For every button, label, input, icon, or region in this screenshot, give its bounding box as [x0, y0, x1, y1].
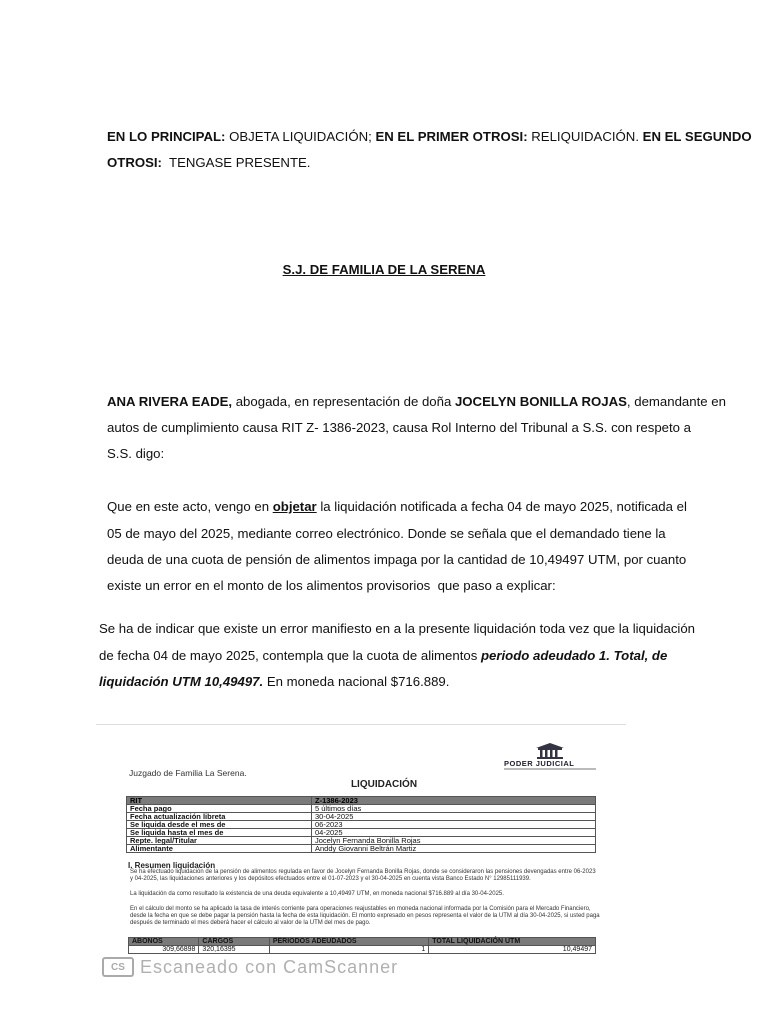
info-value: 5 últimos días: [312, 805, 596, 813]
header-line-2: [107, 150, 310, 176]
info-value: 04-2025: [312, 829, 596, 837]
table-row: [127, 797, 596, 805]
scan-summary-p1: Se ha efectuado liquidación de la pensión de alimentos regulada en favor de Jocelyn Fernanda Bonilla Rojas, donde se consideraron las pensiones devengadas entre 06-2023 y 04-2025, las liquidaciones anteriores y los depósitos efectuados entre el 01-07-2023 y el 30-04-2025 en cuenta vista Banco Estado N° 12985111939.: [130, 869, 596, 882]
info-value: Anddy Giovanni Beltrán Martiz: [312, 845, 596, 853]
header-otrosi2-text: TENGASE PRESENTE.: [161, 155, 311, 170]
table-row: [129, 946, 596, 954]
lawyer-name: ANA RIVERA EADE,: [107, 394, 233, 409]
client-name: JOCELYN BONILLA ROJAS: [454, 394, 627, 409]
header-principal-text: OBJETA LIQUIDACIÓN;: [225, 129, 376, 144]
header-otrosi2-label-part: EN EL SEGUNDO: [642, 129, 752, 144]
info-key: Alimentante: [127, 845, 312, 853]
para1-line3: S.S. digo:: [107, 446, 165, 461]
info-key: Se liquida desde el mes de: [127, 821, 312, 829]
logo-subline: [504, 768, 596, 770]
para1-line2: autos de cumplimiento causa RIT Z- 1386-2023, causa Rol Interno del Tribunal a S.S. con respeto a: [107, 420, 691, 435]
camscanner-watermark: [102, 956, 398, 978]
para3-text1: de fecha 04 de mayo 2025, contempla que la cuota de alimentos: [99, 648, 481, 663]
info-value: Z-1386-2023: [312, 797, 596, 805]
header-otrosi1-text: RELIQUIDACIÓN.: [527, 129, 643, 144]
para1-text1: abogada, en representación de doña: [232, 394, 455, 409]
info-key: Fecha actualización libreta: [127, 813, 312, 821]
para3-emph2: liquidación UTM 10,49497.: [99, 674, 264, 689]
totals-value: 1: [269, 946, 428, 954]
liquidation-info-table: [126, 796, 596, 853]
header-principal-label: EN LO PRINCIPAL:: [107, 129, 226, 144]
para3-line1: Se ha de indicar que existe un error manifiesto en a la presente liquidación toda vez que la liquidación: [99, 621, 696, 636]
para2-line1: [107, 494, 687, 520]
totals-header: CARGOS: [199, 938, 269, 946]
info-key: RIT: [127, 797, 312, 805]
totals-table: [128, 937, 596, 954]
para3-line2: [99, 643, 667, 669]
scan-court-name: Juzgado de Familia La Serena.: [129, 768, 247, 778]
para1-text2: , demandante en: [626, 394, 726, 409]
totals-header: ABONOS: [129, 938, 199, 946]
camscanner-logo-icon: CS: [102, 957, 134, 977]
para2-line4: existe un error en el monto de los alimentos provisorios que paso a explicar:: [107, 578, 556, 593]
header-otrosi2-label: OTROSI:: [107, 155, 162, 170]
info-key: Fecha pago: [127, 805, 312, 813]
para3-emph1: periodo adeudado 1. Total, de: [480, 648, 668, 663]
para2-line3: deuda de una cuota de pensión de alimentos impaga por la cantidad de 10,49497 UTM, por cuanto: [107, 552, 687, 567]
scan-summary-p2: La liquidación da como resultado la existencia de una deuda equivalente a 10,49497 UTM, en moneda nacional $716.889 al día 30-04-2025.: [130, 891, 504, 897]
para3-text2: En moneda nacional $716.889.: [263, 674, 450, 689]
scan-summary-p3: En el cálculo del monto se ha aplicado la tasa de interés corriente para operaciones reajustables en moneda nacional informada por la Comisión para el Mercado Financiero, desde la fecha en que se debe pagar la pensión hasta la fecha de esta liquidación. El monto expresado en pesos representa el valor de la UTM al día 30-04-2025, si usted paga después de terminado el mes deberá hacer el cálculo al valor de la UTM del mes de pago.: [130, 906, 600, 926]
para2-text2: la liquidación notificada a fecha 04 de mayo 2025, notificada el: [316, 499, 687, 514]
info-value: Jocelyn Fernanda Bonilla Rojas: [312, 837, 596, 845]
scan-edge-line: [96, 724, 626, 725]
camscanner-text: Escaneado con CamScanner: [140, 956, 399, 977]
totals-value: 10,49497: [429, 946, 596, 954]
logo-text: PODER JUDICIAL: [504, 759, 575, 768]
court-title: S.J. DE FAMILIA DE LA SERENA: [282, 262, 486, 277]
totals-value: 309,66898: [129, 946, 199, 954]
scan-section-title: I. Resumen liquidación: [128, 861, 216, 870]
para1-line1: [107, 389, 726, 415]
table-row: [127, 845, 596, 853]
scan-title: LIQUIDACIÓN: [350, 779, 418, 790]
para2-line2: 05 de mayo del 2025, mediante correo electrónico. Donde se señala que el demandado tiene la: [107, 526, 666, 541]
totals-header: TOTAL LIQUIDACIÓN UTM: [429, 938, 596, 946]
table-row: [129, 938, 596, 946]
info-key: Repte. legal/Titular: [127, 837, 312, 845]
info-value: 30-04-2025: [312, 813, 596, 821]
totals-value: 320,16395: [199, 946, 269, 954]
header-otrosi1-label: EN EL PRIMER OTROSI:: [375, 129, 528, 144]
info-key: Se liquida hasta el mes de: [127, 829, 312, 837]
totals-header: PERIODOS ADEUDADOS: [269, 938, 428, 946]
para2-text1: Que en este acto, vengo en: [107, 499, 273, 514]
header-line-1: [107, 124, 752, 150]
info-value: 06-2023: [312, 821, 596, 829]
para3-line3: [99, 669, 449, 695]
objetar-word: objetar: [272, 499, 317, 514]
